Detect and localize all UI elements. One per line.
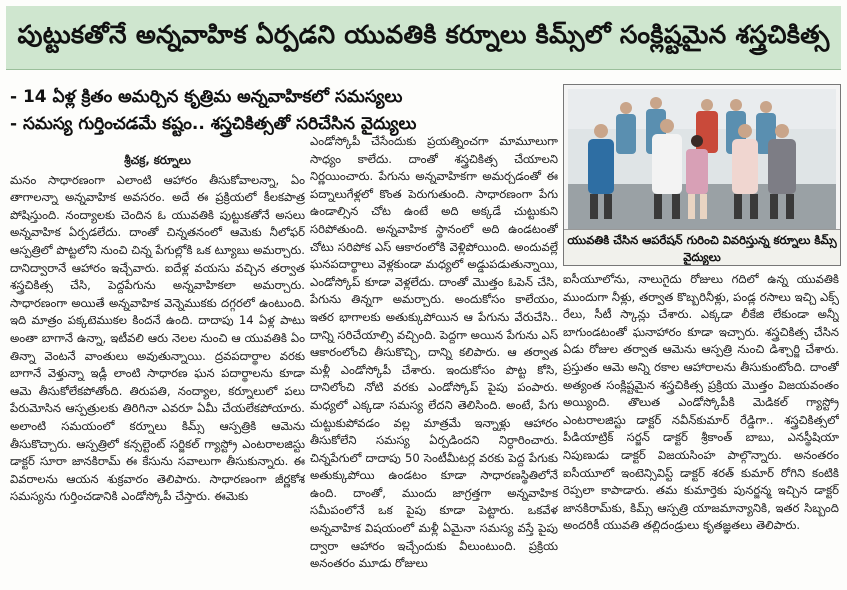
headline: పుట్టుకతోనే అన్నవాహిక ఏర్పడని యువతికి కర్నూలు కిమ్స్‌లో సంక్లిష్టమైన శస్త్రచికిత్స: [17, 19, 830, 49]
dateline: శ్రీచక్ర, కర్నూలు: [124, 153, 191, 167]
article-column-2: [310, 133, 558, 585]
article-column-3: [563, 271, 839, 583]
column-1-text: మనం సాధారణంగా ఎలాంటి ఆహారం తీసుకోవాలన్నా, ఏం తాగాలన్నా అన్నవాహిక అవసరం. అదే ఈ ప్రక్రియలో కీలకపాత్ర పోషిస్తుంది. నంద్యాలకు చెందిన ఓ యువతికి పుట్టుకతోనే అసలు అన్నవాహిక ఏర్పడలేదు. దాంతో చిన్నతనంలో ఆమెకు నీలోఫర్ ఆస్పత్రిలో పొట్టలోని నుంచి చిన్న పేగుల్లోకి ఒక ట్యూబు అమర్చారు. దానిద్వారానే ఆహారం ఇచ్చేవారు. ఐదేళ్ల వయసు వచ్చిన తర్వాత శస్త్రచికిత్స చేసి, పెద్దపేగును అన్నవాహికలా అమర్చారు. సాధారణంగా అయితే అన్నవాహిక వెన్నెముకకు దగ్గరలో ఉంటుంది. ఇది మాత్రం పక్కటెముకల కిందనే ఉంది. దాదాపు 14 ఏళ్ల పాటు అంతా బాగానే ఉన్నా, ఇటీవలి ఆరు నెలల నుంచి ఆ యువతికి ఏం తిన్నా వెంటనే వాంతులు అవుతున్నాయి. ద్రవపదార్థాల వరకు బాగానే వెళ్తున్నా ఇడ్లీ లాంటి సాధారణ ఘన పదార్థాలను కూడా ఆమె తీసుకోలేకపోతోంది. తిరుపతి, నంద్యాల, కర్నూలులో పలు పేరుమోసిన ఆస్పత్రులకు తిరిగినా ఎవరూ ఏమీ చేయలేకపోయారు. అలాంటి సమయంలో కర్నూలు కిమ్స్ ఆస్పత్రికి ఆమెను తీసుకొచ్చారు. ఆస్పత్రిలో కన్సల్టెంట్ సర్జికల్ గ్యాస్ట్రో ఎంటరాలజిస్టు డాక్టర్ సూరా జానకిరామ్ ఈ కేసును సవాలుగా తీసుకున్నారు. ఈ వివరాలను ఆయన శుక్రవారం తెలిపారు. సాధారణంగా జీర్ణకోశ సమస్యను గుర్తించడానికి ఎండోస్కోపీ చేస్తారు. ఈమెకు: [10, 172, 305, 504]
subhead-2: - సమస్య గుర్తించడమే కష్టం.. శస్త్రచికిత్సతో సరిచేసిన వైద్యులు: [10, 114, 417, 134]
column-2-text: ఎండోస్కోపీ చేసేందుకు ప్రయత్నించగా మామూలుగా సాధ్యం కాలేదు. దాంతో శస్త్రచికిత్స చేయాలని నిర్ణయించారు. పేగును అన్నవాహికగా అమర్చడంతో ఈ పద్నాలుగేళ్లలో కొంత పెరుగుతుంది. సాధారణంగా పేగు ఉండాల్సిన చోట ఉంటే అది అక్కడే చుట్టుకుని సరిపోతుంది. అన్నవాహిక స్థానంలో అది ఉండటంతో చోటు సరిపోక ఎస్ ఆకారంలోకి వెళ్లిపోయింది. అందువల్లే ఘనపదార్థాలు వెళ్లకుండా మధ్యలో అడ్డుపడుతున్నాయి, ఎండోస్కోప్ కూడా వెళ్లలేదు. దాంతో మొత్తం ఓపెన్ చేసి, పేగును తిన్నగా అమర్చారు. అందుకోసం కాలేయం, ఇతర భాగాలకు అతుక్కుపోయిన ఆ పేగును వేరుచేసి.. దాన్ని సరిచేయాల్సి వచ్చింది. పెద్దగా అయిన పేగును ఎస్ ఆకారంలోంచి తీసుకొచ్చి, దాన్ని కలిపారు. ఆ తర్వాత మళ్లీ ఎండోస్కోపీ చేశారు. ఇందుకోసం పొట్ట కోసి, దానిలోంచి నోటి వరకు ఎండోస్కోప్ పైపు పంపారు. మధ్యలో ఎక్కడా సమస్య లేదని తెలిసింది. అంటే, పేగు చుట్టుకుపోవడం వల్ల మాత్రమే ఇన్నాళ్లు ఆహారం తీసుకోలేని సమస్య ఏర్పడిందని నిర్ధారించారు. చిన్నపేగులో దాదాపు 50 సెంటీమీటర్ల వరకు పెద్ద పేగుకు అతుక్కుపోయి ఉండటం కూడా సాధారణస్థితిలోనే ఉంది. దాంతో, ముందు జాగ్రత్తగా అన్నవాహిక సమీపంలోనే ఒక పైపు కూడా పెట్టారు. ఒకవేళ అన్నవాహిక విషయంలో మళ్లీ ఏమైనా సమస్య వస్తే పైపు ద్వారా ఆహారం ఇచ్చేందుకు వీలుంటుంది. ప్రక్రియ అనంతరం మూడు రోజులు: [310, 134, 558, 571]
photo-caption: యువతికి చేసిన ఆపరేషన్ గురించి వివరిస్తున్న కర్నూలు కిమ్స్ వైద్యులు: [564, 229, 840, 266]
subhead-1: - 14 ఏళ్ల క్రితం అమర్చిన కృత్రిమ అన్నవాహికలో సమస్యలు: [10, 87, 403, 107]
article-column-1: [10, 152, 305, 584]
doctors-group-photo: [568, 89, 836, 229]
column-3-text: ఐసీయూలోను, నాలుగైదు రోజులు గదిలో ఉన్న యువతికి ముందుగా నీళ్లు, తర్వాత కొబ్బరినీళ్లు, పండ్ల రసాలు ఇచ్చి ఎక్స్ రేలు, సీటీ స్కాన్లు చేశారు. ఎక్కడా లీకేజి లేకుండా అన్నీ బాగుండటంతో ఘనాహారం కూడా ఇచ్చారు. శస్త్రచికిత్స చేసిన ఏడు రోజుల తర్వాత ఆమెను ఆస్పత్రి నుంచి డిశ్చార్జి చేశారు. ప్రస్తుతం ఆమె అన్ని రకాల ఆహారాలను తీసుకుంటోంది. దాంతో అత్యంత సంక్లిష్టమైన శస్త్రచికిత్స ప్రక్రియ మొత్తం విజయవంతం అయ్యింది. తొలుత ఎండోస్కోపీకి మెడికల్ గ్యాస్ట్రో ఎంటరాలజిస్టు డాక్టర్ నవీన్‌కుమార్ రేడ్డిగా.. శస్త్రచికిత్సలో పీడియాట్రిక్ సర్జన్ డాక్టర్ శ్రీకాంత్ బాబు, ఎనస్థీషియా నిపుణుడు డాక్టర్ విజయసింహ పాల్గొన్నారు. అనంతరం ఐసీయూలో ఇంటెన్సివిస్ట్ డాక్టర్ శరత్ కుమార్ రోగిని కంటికి రెప్పలా కాపాడారు. తమ కుమార్తెకు పునర్జన్మ ఇచ్చిన డాక్టర్ జానకిరామ్‌కు, కిమ్స్ ఆస్పత్రి యాజమాన్యానికి, ఇతర సిబ్బంది అందరికీ యువతి తల్లిదండ్రులు కృతజ్ఞతలు తెలిపారు.: [563, 272, 839, 533]
subheadings: [10, 84, 555, 138]
headline-banner: [6, 6, 841, 70]
news-photo: [563, 84, 841, 266]
